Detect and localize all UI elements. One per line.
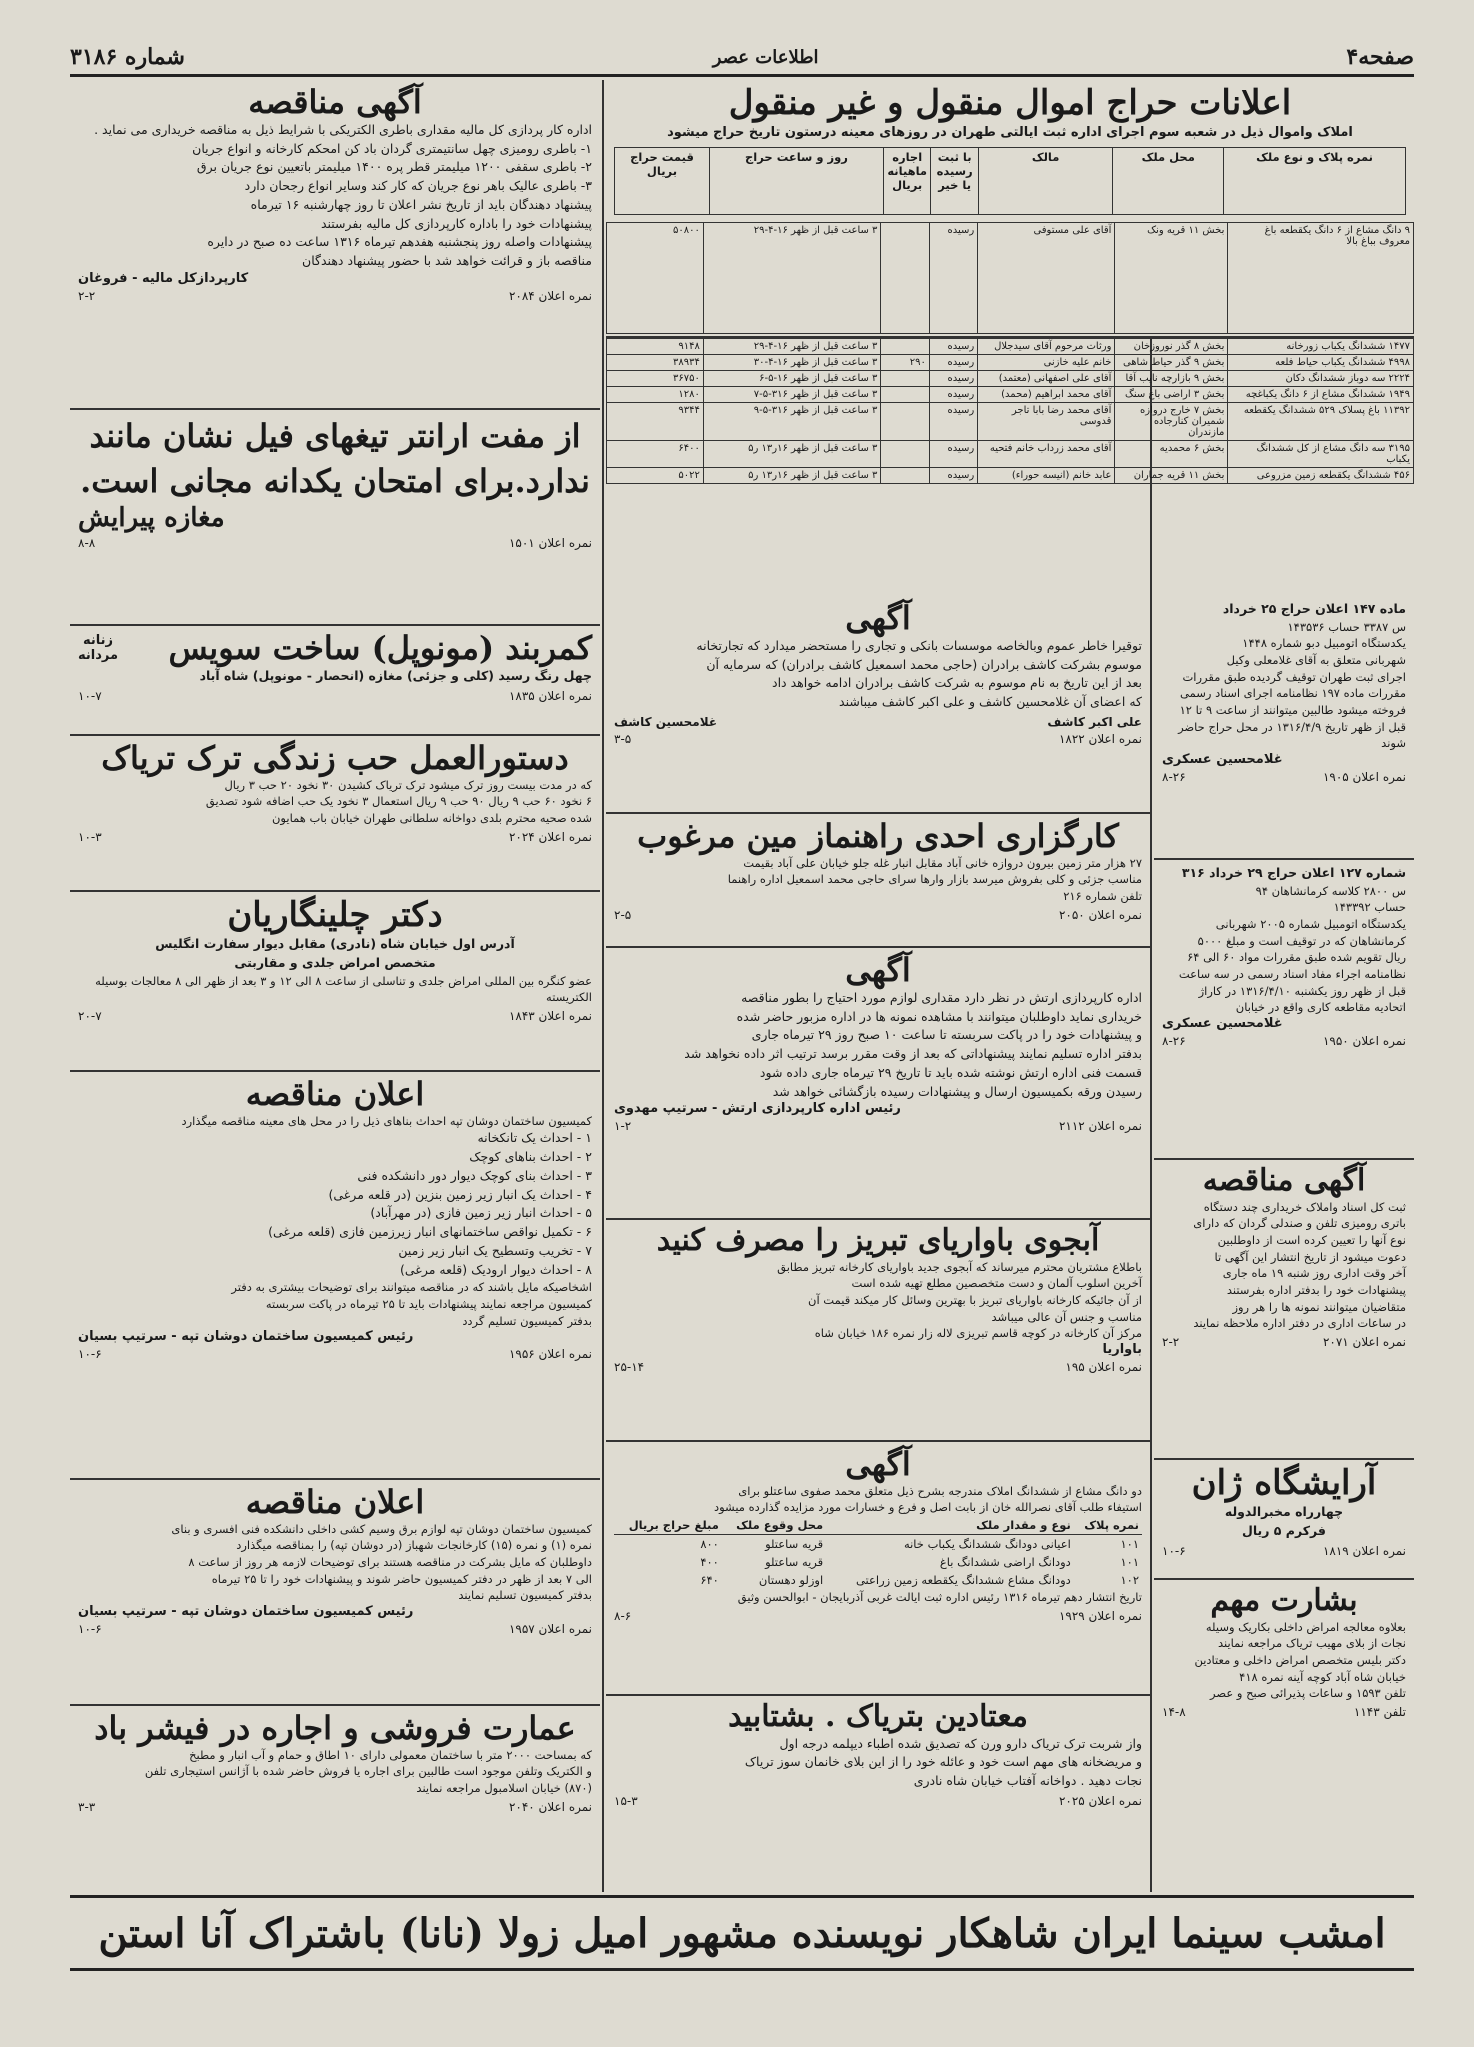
column-rule <box>602 80 604 1892</box>
auction-rows <box>606 222 1414 334</box>
signature: رئیس کمیسیون ساختمان دوشان تپه - سرتیپ بسیان <box>78 1604 414 1620</box>
auction-table <box>614 147 1406 215</box>
auction-col-plate: نمره پلاک و نوع ملک <box>1224 147 1406 214</box>
table-row: ۹ دانگ مشاع از ۶ دانگ یکقطعه باغ معروف بباغ بالا بخش ۱۱ قریه ونک آقای علی مستوفی رسیده ۳ ساعت قبل از ظهر ۱۶-۴-۲۹ ۵۰۸۰۰ <box>607 223 1414 334</box>
notice-tender-electric: اعلان مناقصه کمیسیون ساختمان دوشان تپه لوازم برق وسیم کشی داخلی دانشکده فنی افسری و بنای نمره (۱) و نمره (۱۵) کارخانجات شهباز (در دوشان تپه) را بمناقصه میگذارد داوطلبان که مایل بشرکت در مناقصه هستند برای توضیحات لازمه هر روز از ساعت ۸ الی ۷ بعد از ظهر در دفتر کمیسیون حاضر شوند و پیشنهادات خود را تا ۲۵ تیرماه بدفتر کمیسیون تسلیم نمایند رئیس کمیسیون ساختمان دوشان تپه - سرتیپ بسیان نمره اعلان ۱۹۵۷ ۱۰-۶ <box>70 1480 600 1706</box>
land-table: نمره پلاک نوع و مقدار ملک محل وقوع ملک مبلغ حراج بریال ۱۰۱ اعیانی دودانگ ششدانگ یکباب خانه قریه ساعتلو ۸۰۰ ۱۰۱ دودانگ اراضی ششدانگ باغ قریه ساعتلو ۴۰۰ ۱۰۲ دودانگ مشاع ششدانگ یکقطعه زمین زراعتی اوزلو دهستان ۶۴۰ <box>614 1516 1142 1589</box>
table-row: ۲۲۲۴ سه دوباز ششدانگ دکان بخش ۹ بازارچه نایب آقا آقای علی اصفهانی (معتمد) رسیده ۳ ساعت قبل از ظهر ۱۶-۵-۶ ۳۶۷۵۰ <box>607 371 1414 387</box>
auction-col-price: قیمت حراج بریال <box>615 147 710 214</box>
right-lower <box>1154 596 1414 1880</box>
table-row: ۱۹۴۹ ششدانگ مشاع از ۶ دانگ یکباغچه بخش ۳ اراضی باغ سنگ آقای محمد ابراهیم (محمد) رسیده ۳ ساعت قبل از ظهر ۳۱۶-۵-۷ ۱۲۸۰ <box>607 387 1414 403</box>
signature: رئیس اداره کارپردازی ارتش - سرتیپ مهدوی <box>614 1101 901 1117</box>
notice-beer: آبجوی باواریای تبریز را مصرف کنید باطلاع مشتریان محترم میرساند که آبجوی جدید باواریای کارخانه تبریز مطابق آخرین اسلوب آلمان و دست متخصصین مطلع تهیه شده است از آن جائیکه کارخانه باواریای تبریز با بهترین وسائل کار میکند قیمت آن مناسب و جنس آن عالی میباشد مرکز آن کارخانه در کوچه قاسم تبریزی لاله زار نمره ۱۸۶ خیابان شاه باواریا نمره اعلان ۱۹۵ ۲۵-۱۴ <box>606 1220 1150 1442</box>
notice-building: عمارت فروشی و اجاره در فیشر باد که بمساحت ۲۰۰۰ متر با ساختمان معمولی دارای ۱۰ اطاق و حمام و آب انبار و مطبخ و الکتریک وتلفن موجود است طالبین برای اجاره یا فروش حاضر شده با آژانس استیجاری تلفن (۸۷۰) خیابان اسلامبول مراجعه نمایند نمره اعلان ۲۰۴۰ ۳-۳ <box>78 1709 592 1814</box>
table-row: ۴۵۶ ششدانگ یکقطعه زمین مزروعی بخش ۱۱ قریه جماران عابد خانم (انیسه حوراء) رسیده ۳ ساعت قبل از ظهر ۱۶ر۱۳ ر۵ ۵۰۲۲ <box>607 468 1414 484</box>
notice-army: آگهی اداره کارپردازی ارتش در نظر دارد مقداری لوازم مورد احتیاج را بطور مناقصه خریداری نماید داوطلبان میتوانند با مشاهده نمونه ها در اداره مزبور حاضر شده و پیشنهادات خود را در پاکت سربسته تا ساعت ۱۰ صبح روز ۲۹ تیرماه جاری بدفتر اداره تسلیم نمایند پیشنهاداتی که بعد از وقت مقرر برسد ترتیب اثر داده نخواهد شد قسمت فنی اداره ارتش نوشته شده باید تا تاریخ ۲۹ تیرماه جاری داده شود رسیدن ورقه بکمیسیون ارسال و پیشنهادات رسیده بازگشائی خواهد شد رئیس اداره کارپردازی ارتش - سرتیپ مهدوی نمره اعلان ۲۱۱۲ ۱-۲ <box>606 948 1150 1220</box>
auction-col-registered: با ثبت رسیده یا خیر <box>931 147 978 214</box>
auction-col-location: محل ملک <box>1113 147 1224 214</box>
table-row: ۱۰۱ اعیانی دودانگ ششدانگ یکباب خانه قریه ساعتلو ۸۰۰ <box>700 1537 1139 1552</box>
notice-land: آگهی دو دانگ مشاع از ششدانگ املاک مندرجه بشرح ذیل متعلق محمد صفوی ساعتلو برای استیفاء طلب آقای نصرالله خان از بابت اصل و فرع و خسارات مورد مزایده گذارده میشود نمره پلاک نوع و مقدار ملک محل وقوع ملک مبلغ حراج بریال ۱۰۱ اعیانی دودانگ ششدانگ یکباب خانه قریه ساعتلو ۸۰۰ ۱۰۱ دودانگ اراضی ششدانگ باغ قریه ساعتلو ۴۰۰ ۱۰۲ دودانگ مشاع ششدانگ یکقطعه زمین زراعتی اوزلو دهستان ۶۴۰ تاریخ انتشار دهم تیرماه ۱۳۱۶ رئیس اداره ثبت ایالت غربی آذربایجان - ابوالحسن وثیق نمره اعلان ۱۹۲۹ ۸-۶ <box>606 1442 1150 1696</box>
notice-doctor: دکتر چلینگاریان آدرس اول خیابان شاه (نادری) مقابل دیوار سفارت انگلیس متخصص امراض جلدی و مقاربتی عضو کنگره بین المللی امراض جلدی و تناسلی از ساعت ۸ الی ۱۲ و ۳ بعد از ظهر الی ۸ معالجات بوسیله الکتریسته نمره اعلان ۱۸۴۳ ۲۰-۷ <box>70 892 600 1072</box>
notice-addicts: معتادین بتریاک . بشتابید واز شربت ترک تریاک دارو ورن که تصدیق شده اطباء دیپلمه درجه اول و مریضخانه های مهم است خود و عائله خود را از این بلای خانمان سوز تریاک نجات دهید . دواخانه آفتاب خیابان شاه نادری نمره اعلان ۲۰۲۵ ۱۵-۳ <box>614 1699 1142 1808</box>
notice-salon: آرایشگاه ژان چهارراه مخبرالدوله فرکرم ۵ ریال نمره اعلان ۱۸۱۹ ۱۰-۶ <box>1154 1460 1414 1580</box>
notice-tender-construction: اعلان مناقصه کمیسیون ساختمان دوشان تپه احداث بناهای ذیل را در محل های معینه مناقصه میگذارد ۱ - احداث یک تانکخانه ۲ - احداث بناهای کوچک ۳ - احداث بنای کوچک دیوار دور دانشکده فنی ۴ - احداث یک انبار زیر زمین بنزین (در قلعه مرغی) ۵ - احداث انبار زیر زمین فازی (در مهرآباد) ۶ - تکمیل نواقص ساختمانهای انبار زیرزمین فازی (قلعه مرغی) ۷ - تخریب وتسطیح یک انبار زیر زمین ۸ - احداث دیوار ارودیک (قلعه مرغی) اشخاصیکه مایل باشند که در مناقصه میتوانند برای توضیحات بیشتری به دفتر کمیسیون مراجعه نمایند پیشنهادات باید تا ۲۵ تیرماه در پاکت سربسته بدفتر کمیسیون تسلیم گردد رئیس کمیسیون ساختمان دوشان تپه - سرتیپ بسیان نمره اعلان ۱۹۵۶ ۱۰-۶ <box>70 1072 600 1480</box>
table-row: ۱۰۲ دودانگ مشاع ششدانگ یکقطعه زمین زراعتی اوزلو دهستان ۶۴۰ <box>700 1573 1139 1588</box>
auction-col-owner: مالک <box>978 147 1112 214</box>
notice-pills: دستورالعمل حب زندگی ترک تریاک که در مدت بیست روز ترک میشود ترک تریاک کشیدن ۳۰ نخود ۲۰ حب ۳ ریال ۶ نخود ۶۰ حب ۹ ریال ۹۰ حب ۹ ریال استعمال ۳ نخود یک حب اضافه شود تصدیق شده صحیه محترم بلدی دواخانه سلطانی طهران خیابان باب همایون نمره اعلان ۲۰۲۴ ۱۰-۳ <box>70 736 600 892</box>
issue-number: شماره ۳۱۸۶ <box>70 44 185 70</box>
notice-tender-finance: آگهی مناقصه اداره کار پردازی کل مالیه مقداری باطری الکتریکی با شرایط ذیل به مناقصه خریداری می نماید . ۱- باطری رومیزی چهل سانتیمتری گردان باد کن امحکم کارخانه و انواع جریان ۲- باطری سقفی ۱۲۰۰ میلیمتر قطر پره ۱۴۰۰ میلیمتر باتعیین نوع جریان برق ۳- باطری عالیک باهر نوع جریان که کار کند وسایر انواع رجحان دارد پیشنهاد دهندگان باید از تاریخ نشر اعلان تا روز چهارشنبه ۱۶ تیرماه پیشنهادات خود را باداره کارپردازی کل مالیه بفرستند پیشنهادات واصله روز پنجشنبه هفدهم تیرماه ۱۳۱۶ ساعت ده صبح در دایره مناقصه باز و قرائت خواهد شد با حضور پیشنهاد دهندگان کارپردازکل مالیه - فروغان نمره اعلان ۲۰۸۴ ۲-۲ <box>70 80 600 410</box>
signature: رئیس کمیسیون ساختمان دوشان تپه - سرتیپ بسیان <box>78 1329 414 1345</box>
page-label: صفحه۴ <box>1346 44 1414 70</box>
auction-subtitle: املاک واموال ذیل در شعبه سوم اجرای اداره ثبت ایالتی طهران در روزهای معینه درستون تاریخ حراج میشود <box>667 125 1353 141</box>
auction-body <box>606 338 1414 484</box>
brand-name: باواریا <box>1102 1341 1142 1357</box>
notice-agency: کارگزاری احدی راهنماز مین مرغوب ۲۷ هزار متر زمین بیرون دروازه خانی آباد مقابل انبار غله جلو خیابان علی آباد بقیمت مناسب جزئی و کلی بفروش میرسد بازار وارها سرای حاجی محمد اسمعیل اداره راهنما تلفن شماره ۲۱۶ نمره اعلان ۲۰۵۰ ۲-۵ <box>606 814 1150 948</box>
notice-tender-right: آگهی مناقصه ثبت کل اسناد واملاک خریداری چند دستگاه باتری رومیزی تلفن و صندلی گردان که دارای نوع آنها را تعیین کرده است از داوطلبین دعوت میشود از تاریخ انتشار این آگهی تا آخر وقت اداری روز شنبه ۱۹ ماه جاری پیشنهادات خود را بدفتر اداره بفرستند متقاضیان میتوانند نمونه ها را هر روز در ساعات اداری در دفتر اداره ملاحظه نمایند نمره اعلان ۲۰۷۱ ۲-۲ <box>1154 1160 1414 1460</box>
table-row: ۱۱۳۹۲ باغ پسلاک ۵۲۹ ششدانگ یکقطعه بخش ۷ خارج دروازه شمیران کنارجاده مازندران آقای محمد رضا بابا تاجر قدوسی رسیده ۳ ساعت قبل از ظهر ۳۱۶-۵-۹ ۹۳۴۴ <box>607 403 1414 441</box>
notice-belt: کمربند (مونوپل) ساخت سویس زنانه مردانه چهل رنگ رسید (کلی و جزئی) مغازه (انحصار - مونوپل) شاه آباد نمره اعلان ۱۸۳۵ ۱۰-۷ <box>70 626 600 736</box>
signature: غلامحسین عسکری <box>1162 752 1283 768</box>
left-column <box>70 80 600 1892</box>
notice-auction-car-1: ماده ۱۴۷ اعلان حراج ۲۵ خرداد س ۳۳۸۷ حساب ۱۴۳۵۳۶ یکدستگاه اتومبیل دبو شماره ۱۴۴۸ شهربانی متعلق به آقای غلامعلی وکیل اجرای ثبت طهران توقیف گردیده طبق مقررات مقررات ماده ۱۹۷ نظامنامه اجرای اسناد رسمی فروخته میشود طالبین میتوانند از ساعت ۹ تا ۱۲ قبل از ظهر تاریخ ۱۳۱۶/۴/۹ در محل حراج حاضر شوند غلامحسین عسکری نمره اعلان ۱۹۰۵ ۸-۲۶ <box>1154 596 1414 860</box>
auction-title: اعلانات حراج اموال منقول و غیر منقول <box>728 83 1292 123</box>
mid-column <box>606 596 1150 1892</box>
notice-bank: آگهی توقیرا خاطر عموم وبالخاصه موسسات بانکی و تجاری را مستحضر میدارد که تجارتخانه موسوم بشرکت کاشف برادران (حاجی محمد اسمعیل کاشف برادران) که سرمایه آن بعد از این تاریخ به نام موسوم به شرکت کاشف برادران ادامه خواهد داد که اعضای آن غلامحسین کاشف و علی اکبر کاشف میباشند علی اکبر کاشف غلامحسین کاشف نمره اعلان ۱۸۲۲ ۳-۵ <box>606 596 1150 814</box>
cinema-banner: امشب سینما ایران شاهکار نویسنده مشهور امیل زولا (نانا) باشتراک آنا استن <box>70 1895 1414 1971</box>
auction-body-table <box>606 338 1414 484</box>
table-row: ۳۱۹۵ سه دانگ مشاع از کل ششدانگ یکباب بخش ۶ محمدیه آقای محمد زرداب خانم فتحیه رسیده ۳ ساعت قبل از ظهر ۱۶ر۱۳ ر۵ ۶۴۰۰ <box>607 441 1414 468</box>
table-row: ۱۰۱ دودانگ اراضی ششدانگ باغ قریه ساعتلو ۴۰۰ <box>700 1555 1139 1570</box>
paper-name: اطلاعات عصر <box>712 46 819 68</box>
signature: کارپردازکل مالیه - فروغان <box>78 270 249 286</box>
auction-rows-wrap <box>606 222 1414 338</box>
notice-auction-car-2: شماره ۱۲۷ اعلان حراج ۲۹ خرداد ۳۱۶ س ۲۸۰۰ کلاسه کرمانشاهان ۹۴ حساب ۱۴۳۳۹۲ یکدستگاه اتومبیل شماره ۲۰۰۵ شهربانی کرمانشاهان که در توقیف است و مبلغ ۵۰۰۰ ریال تقویم شده طبق مقررات مواد ۶۰ الی ۶۴ نظامنامه اجراء مفاد اسناد رسمی در سه ساعت قبل از ظهر روز یکشنبه ۱۳۱۶/۴/۱۰ در کاراژ اتحادیه مقاطعه کاری واقع در خیابان غلامحسین عسکری نمره اعلان ۱۹۵۰ ۸-۲۶ <box>1154 860 1414 1160</box>
masthead <box>70 40 1414 77</box>
column-rule <box>1150 338 1152 1892</box>
auction-col-rent: اجاره ماهیانه بریال <box>883 147 930 214</box>
signature: غلامحسین عسکری <box>1162 1016 1283 1032</box>
notice-good-news: بشارت مهم بعلاوه معالجه امراض داخلی بکاریک وسیله نجات از بلای مهیب تریاک مراجعه نمایند دکتر بلیس متخصص امراض داخلی و معتادین خیابان شاه آباد کوچه آینه نمره ۴۱۸ تلفن ۱۵۹۳ و ساعات پذیرائی صبح و عصر تلفن ۱۱۴۳ ۱۴-۸ <box>1162 1583 1406 1719</box>
notice-blades: از مفت ارانتر تیغهای فیل نشان مانند ندارد.برای امتحان یکدانه مجانی است. مغازه پیرایش نمره اعلان ۱۵۰۱ ۸-۸ <box>70 410 600 626</box>
table-row: ۱۴۷۷ ششدانگ یکباب زورخانه بخش ۸ گذر نوروزخان ورثات مرحوم آقای سیدجلال رسیده ۳ ساعت قبل از ظهر ۱۶-۴-۲۹ ۹۱۴۸ <box>607 339 1414 355</box>
auction-col-time: روز و ساعت حراج <box>709 147 883 214</box>
table-row: ۴۹۹۸ ششدانگ یکباب حیاط فلعه بخش ۹ گذر حیاط شاهی خانم علیه خازنی رسیده ۲۹۰ ۳ ساعت قبل از ظهر ۱۶-۴-۳۰ ۳۸۹۳۴ <box>607 355 1414 371</box>
